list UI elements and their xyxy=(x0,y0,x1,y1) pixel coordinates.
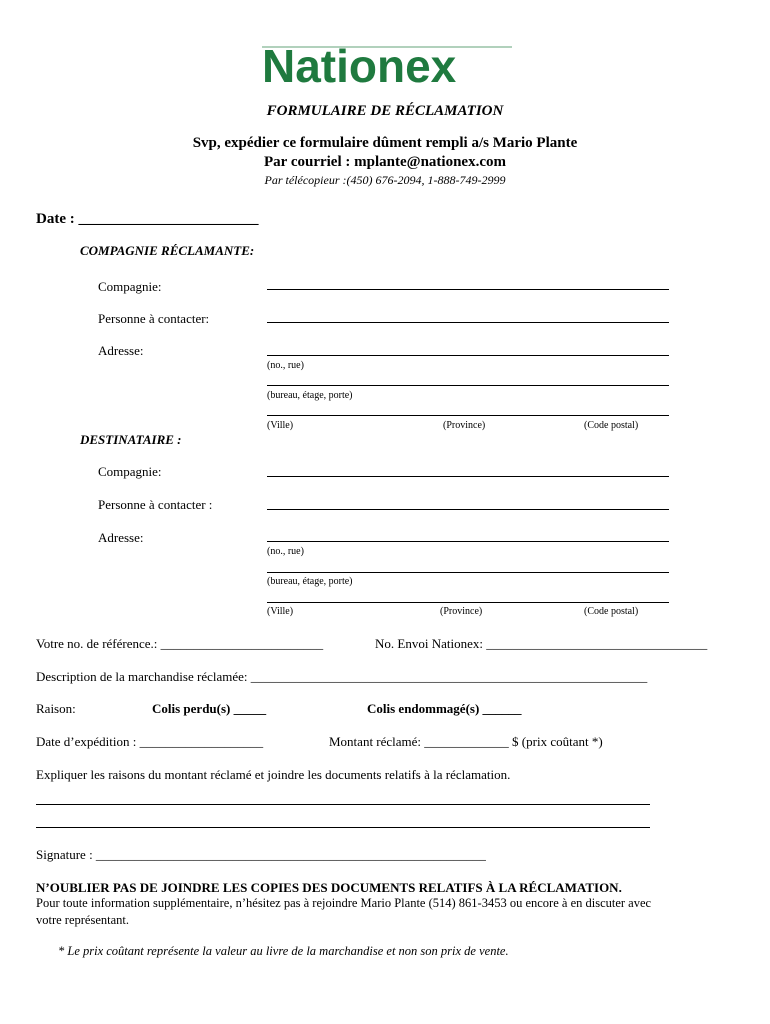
recipient-postal-hint: (Code postal) xyxy=(584,606,639,617)
recipient-contact-field[interactable] xyxy=(267,509,669,510)
recipient-province-hint: (Province) xyxy=(440,606,483,617)
envoi-field[interactable]: No. Envoi Nationex: __________________________________ xyxy=(375,636,708,651)
claimant-province-hint: (Province) xyxy=(443,420,486,431)
claimant-street-hint: (no., rue) xyxy=(267,360,304,371)
send-instruction: Svp, expédier ce formulaire dûment rempli a/s Mario Plante xyxy=(192,135,578,151)
reason-label: Raison: xyxy=(36,701,76,716)
recipient-company-label: Compagnie: xyxy=(98,464,162,479)
claimant-street-field[interactable] xyxy=(267,355,669,356)
claimant-city-hint: (Ville) xyxy=(267,420,294,431)
recipient-street-hint: (no., rue) xyxy=(267,546,304,557)
claimant-contact-label: Personne à contacter: xyxy=(98,311,210,326)
date-field[interactable]: Date : ________________________ xyxy=(36,211,259,227)
footnote: * Le prix coûtant représente la valeur au livre de la marchandise et non son prix de vente. xyxy=(58,944,509,958)
claimant-company-label: Compagnie: xyxy=(98,279,162,294)
info-line-1: Pour toute information supplémentaire, n’hésitez pas à rejoindre Mario Plante (514) 861-3453 ou encore à en discuter avec xyxy=(36,896,652,910)
explain-label: Expliquer les raisons du montant réclamé et joindre les documents relatifs à la réclamation. xyxy=(36,767,511,782)
claimant-contact-field[interactable] xyxy=(267,322,669,323)
claimant-city-field[interactable] xyxy=(267,415,669,416)
recipient-heading: DESTINATAIRE : xyxy=(80,432,182,447)
description-field[interactable]: Description de la marchandise réclamée: _____________________________________________________________ xyxy=(36,669,648,684)
form-title: FORMULAIRE DE RÉCLAMATION xyxy=(266,103,504,119)
claimant-suite-field[interactable] xyxy=(267,385,669,386)
claimant-heading: COMPAGNIE RÉCLAMANTE: xyxy=(80,243,255,258)
info-line-2: votre représentant. xyxy=(36,913,130,927)
reminder-text: N’OUBLIER PAS DE JOINDRE LES COPIES DES DOCUMENTS RELATIFS À LA RÉCLAMATION. xyxy=(36,880,622,895)
recipient-street-field[interactable] xyxy=(267,541,669,542)
reference-field[interactable]: Votre no. de référence.: _________________________ xyxy=(36,636,324,651)
explain-line-1[interactable] xyxy=(36,804,650,805)
recipient-city-field[interactable] xyxy=(267,602,669,603)
claimant-suite-hint: (bureau, étage, porte) xyxy=(267,390,353,401)
explain-line-2[interactable] xyxy=(36,827,650,828)
recipient-suite-field[interactable] xyxy=(267,572,669,573)
logo-text: Nationex xyxy=(262,40,457,92)
email-instruction: Par courriel : mplante@nationex.com xyxy=(264,154,506,170)
recipient-suite-hint: (bureau, étage, porte) xyxy=(267,576,353,587)
nationex-logo xyxy=(262,40,512,92)
damaged-parcel-field[interactable]: Colis endommagé(s) ______ xyxy=(367,701,522,716)
claimant-company-field[interactable] xyxy=(267,289,669,290)
claimant-postal-hint: (Code postal) xyxy=(584,420,639,431)
ship-date-field[interactable]: Date d’expédition : ___________________ xyxy=(36,734,264,749)
claimant-address-label: Adresse: xyxy=(98,343,144,358)
recipient-company-field[interactable] xyxy=(267,476,669,477)
signature-field[interactable]: Signature : ____________________________________________________________ xyxy=(36,847,486,862)
amount-field[interactable]: Montant réclamé: _____________ $ (prix coûtant *) xyxy=(329,734,603,749)
recipient-address-label: Adresse: xyxy=(98,530,144,545)
recipient-city-hint: (Ville) xyxy=(267,606,294,617)
fax-instruction: Par télécopieur :(450) 676-2094, 1-888-749-2999 xyxy=(264,173,506,187)
lost-parcel-field[interactable]: Colis perdu(s) _____ xyxy=(152,701,267,716)
recipient-contact-label: Personne à contacter : xyxy=(98,497,213,512)
